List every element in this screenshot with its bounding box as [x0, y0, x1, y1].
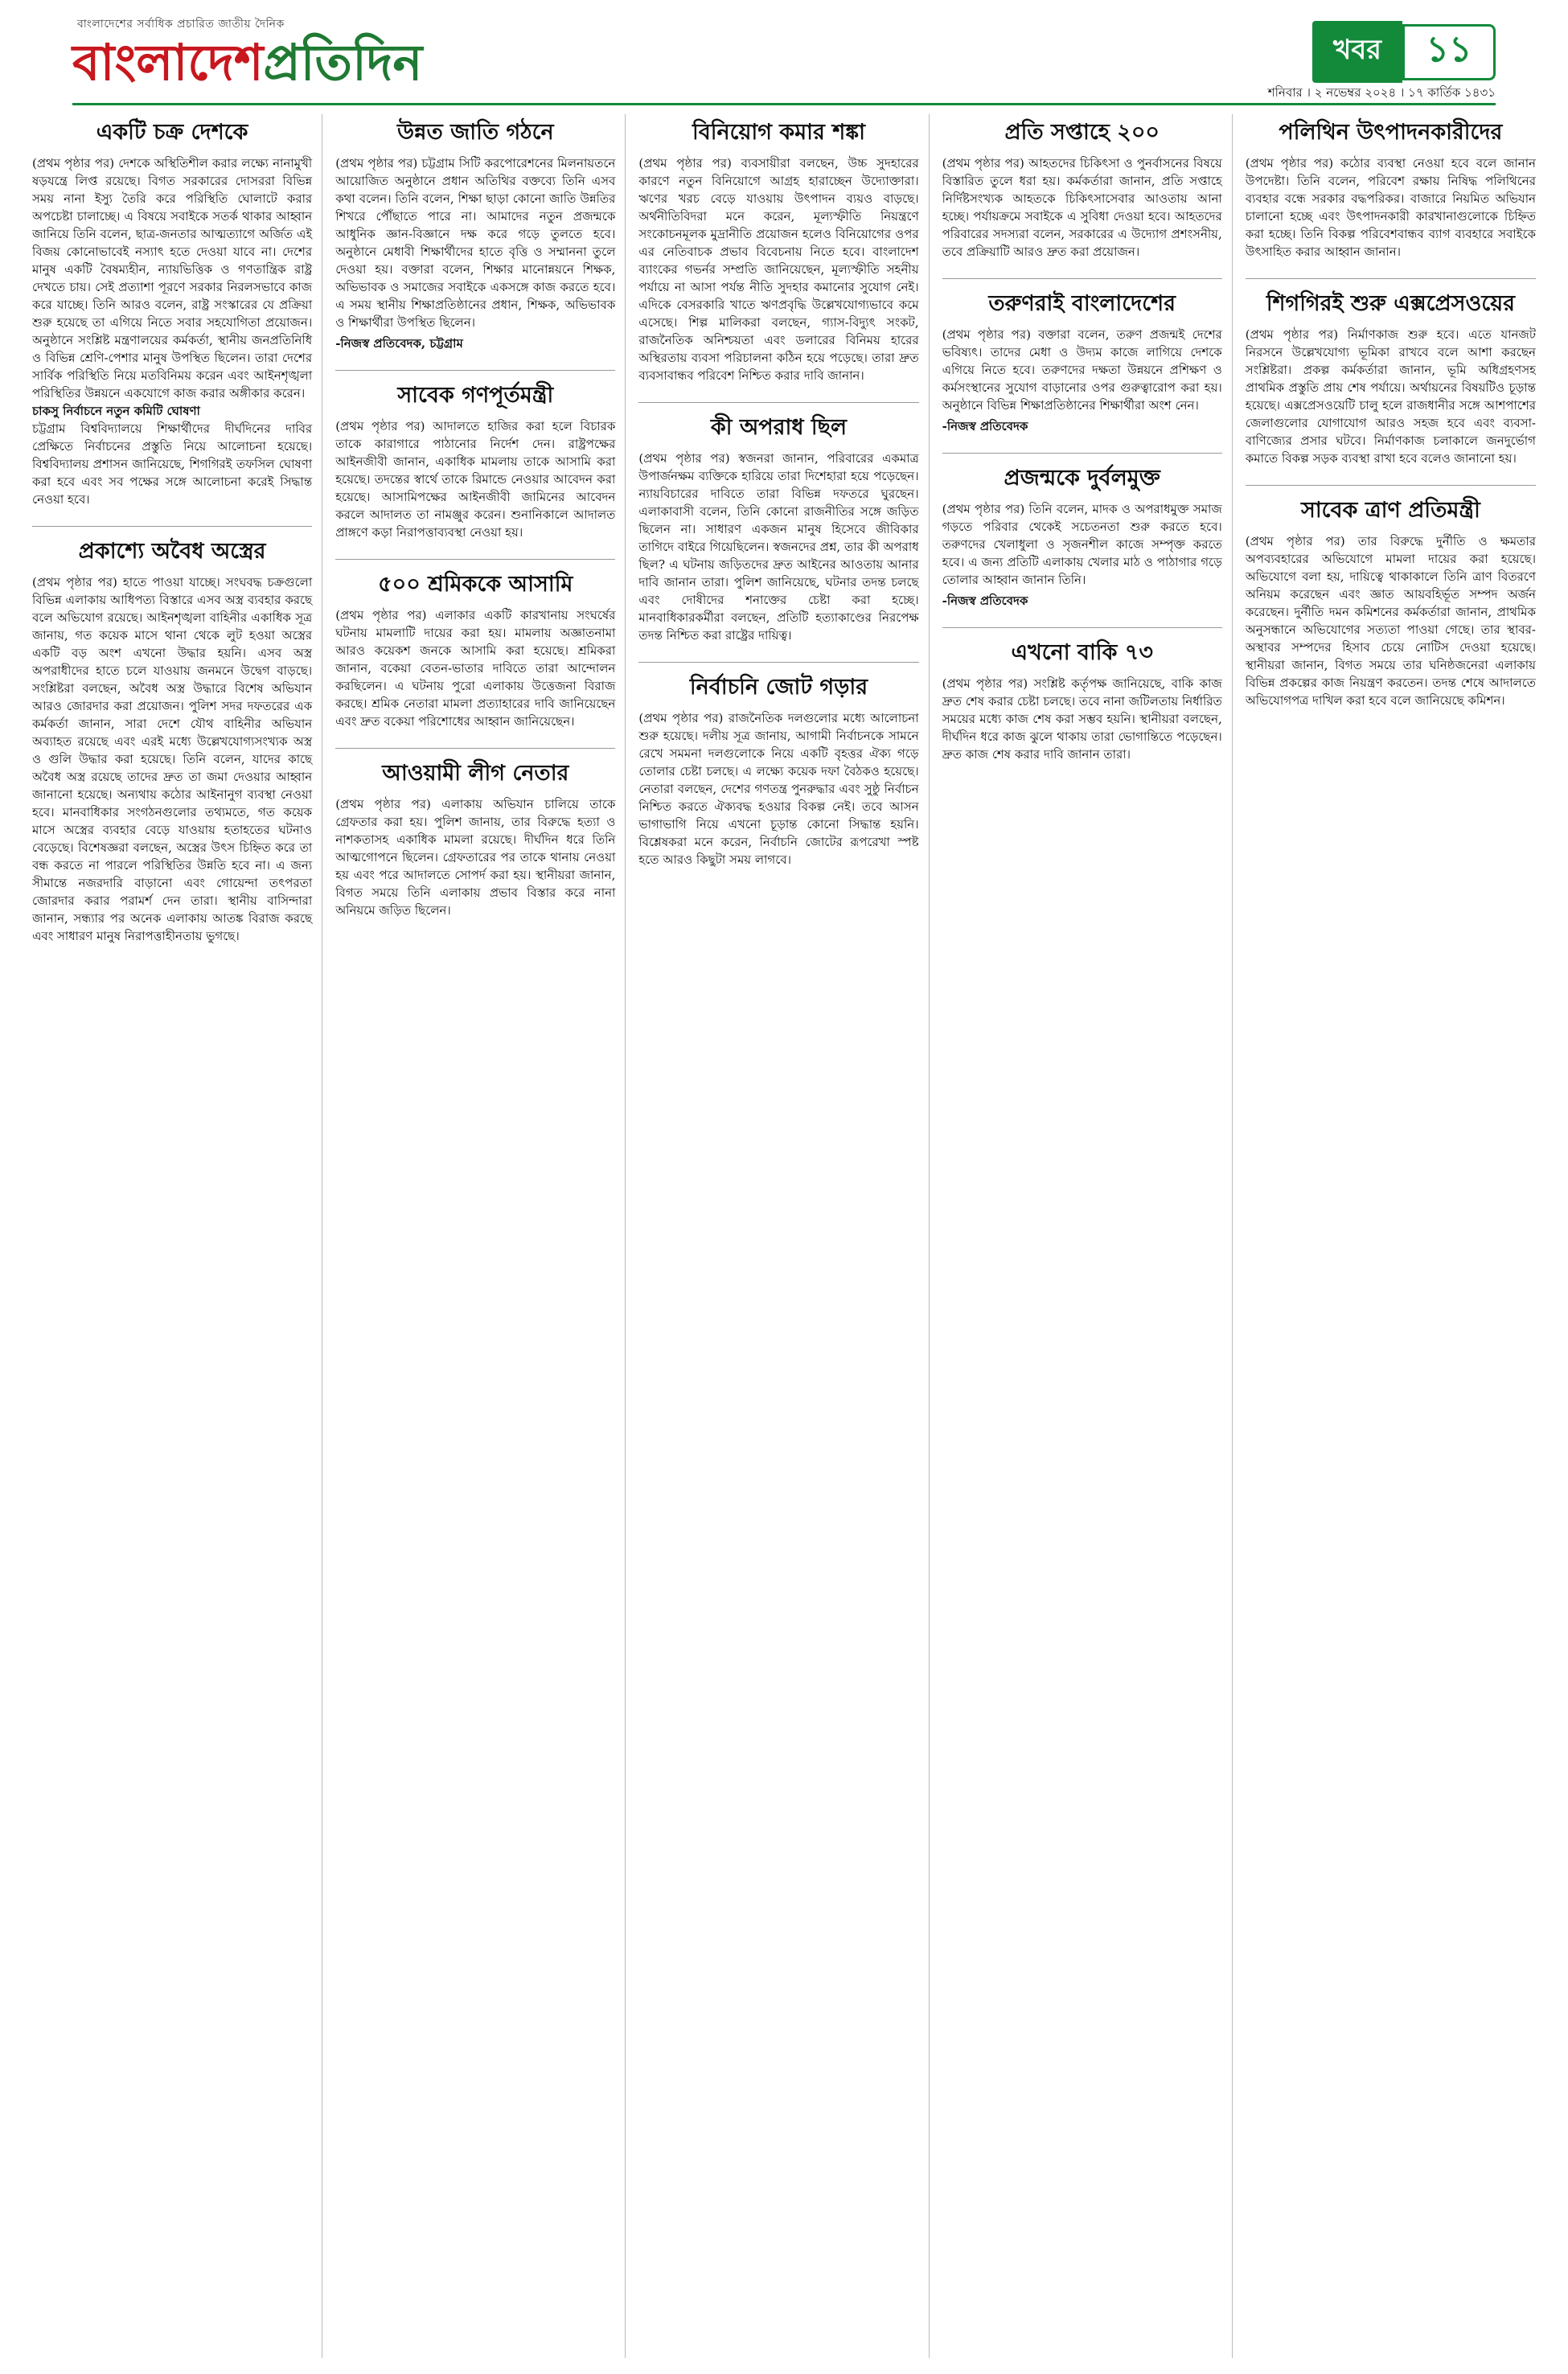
- divider: [335, 748, 615, 749]
- article-relief-minister: [1246, 497, 1536, 709]
- article-former-minister: [335, 382, 615, 541]
- headline: বিনিয়োগ কমার শঙ্কা: [692, 120, 865, 145]
- column-2: [335, 114, 626, 2358]
- article-body: (প্রথম পৃষ্ঠার পর) আদালতে হাজির করা হলে বিচারক তাকে কারাগারে পাঠানোর নির্দেশ দেন। রাষ্ট্রপক্ষের আইনজীবী জানান, একাধিক মামলায় তাকে আসামি করা হয়েছে। তদন্তের স্বার্থে তাকে রিমান্ডে নেওয়ার আবেদন করা হয়েছে। আসামিপক্ষের আইনজীবী জামিনের আবেদন করলে আদালত তা নামঞ্জুর করেন। শুনানিকালে আদালত প্রাঙ্গণে কড়া নিরাপত্তাব্যবস্থা নেওয়া হয়।: [335, 419, 616, 540]
- logo-text: [72, 34, 422, 92]
- dateline: শনিবার । ২ নভেম্বর ২০২৪ । ১৭ কার্তিক ১৪৩১: [1267, 85, 1496, 100]
- article-body: চট্টগ্রাম বিশ্ববিদ্যালয়ে শিক্ষার্থীদের দীর্ঘদিনের দাবির প্রেক্ষিতে নির্বাচনের প্রস্তুতি নিয়ে আলোচনা হয়েছে। বিশ্ববিদ্যালয় প্রশাসন জানিয়েছে, শিগগিরই তফসিল ঘোষণা করা হবে এবং সব পক্ষের সঙ্গে আলোচনা করেই সিদ্ধান্ত নেওয়া হবে।: [32, 421, 313, 507]
- article-body: (প্রথম পৃষ্ঠার পর) বক্তারা বলেন, তরুণ প্রজন্মই দেশের ভবিষ্যৎ। তাদের মেধা ও উদ্যম কাজে লাগিয়ে দেশকে এগিয়ে নিতে হবে। তরুণদের দক্ষতা উন্নয়নে প্রশিক্ষণ ও কর্মসংস্থানের সুযোগ বাড়ানোর ওপর গুরুত্বারোপ করা হয়। অনুষ্ঠানে বিভিন্ন শিক্ষাপ্রতিষ্ঠানের শিক্ষার্থীরা অংশ নেন।: [942, 327, 1222, 413]
- article-polythene: [1246, 119, 1536, 261]
- divider: [942, 453, 1222, 454]
- article-youth: [942, 290, 1222, 435]
- article-crime: [638, 414, 918, 644]
- article-weekly: [942, 119, 1222, 261]
- article-body: (প্রথম পৃষ্ঠার পর) তিনি বলেন, মাদক ও অপরাধমুক্ত সমাজ গড়তে পরিবার থেকেই সচেতনতা শুরু করতে হবে। তরুণদের খেলাধুলা ও সৃজনশীল কাজে সম্পৃক্ত করতে হবে। এ জন্য প্রতিটি এলাকায় খেলার মাঠ ও পাঠাগার গড়ে তোলার আহ্বান জানান তিনি।: [942, 502, 1222, 587]
- page-number: ১১: [1402, 24, 1496, 80]
- headline: শিগগিরই শুরু এক্সপ্রেসওয়ের: [1266, 291, 1515, 316]
- article-body: (প্রথম পৃষ্ঠার পর) এলাকার একটি কারখানায় সংঘর্ষের ঘটনায় মামলাটি দায়ের করা হয়। মামলায় অজ্ঞাতনামা আরও কয়েকশ জনকে আসামি করা হয়েছে। শ্রমিকরা জানান, বকেয়া বেতন-ভাতার দাবিতে তারা আন্দোলন করছিলেন। এ ঘটনায় পুরো এলাকায় উত্তেজনা বিরাজ করছে। শ্রমিক নেতারা মামলা প্রত্যাহারের দাবি জানিয়েছেন এবং দ্রুত বকেয়া পরিশোধের আহ্বান জানিয়েছেন।: [335, 608, 616, 729]
- divider: [942, 278, 1222, 279]
- logo: [72, 14, 422, 92]
- byline: -নিজস্ব প্রতিবেদক, চট্টগ্রাম: [335, 336, 463, 351]
- divider: [638, 402, 918, 403]
- article-body: (প্রথম পৃষ্ঠার পর) কঠোর ব্যবস্থা নেওয়া হবে বলে জানান উপদেষ্টা। তিনি বলেন, পরিবেশ রক্ষায় নিষিদ্ধ পলিথিনের ব্যবহার বন্ধে সরকার বদ্ধপরিকর। বাজারে নিয়মিত অভিযান চালানো হচ্ছে এবং উৎপাদনকারী কারখানাগুলোকে চিহ্নিত করা হচ্ছে। তিনি বিকল্প পরিবেশবান্ধব ব্যাগ ব্যবহারে সবাইকে উৎসাহিত করার আহ্বান জানান।: [1245, 156, 1536, 259]
- article-columns: [32, 114, 1536, 2358]
- divider: [335, 559, 615, 560]
- headline: প্রতি সপ্তাহে ২০০: [1004, 120, 1160, 145]
- headline: আওয়ামী লীগ নেতার: [382, 761, 569, 786]
- divider: [335, 370, 615, 371]
- column-3: [638, 114, 929, 2358]
- article-chokro: [32, 119, 312, 508]
- headline: নির্বাচনি জোট গড়ার: [689, 675, 868, 700]
- article-alliance: [638, 674, 918, 869]
- article-body: (প্রথম পৃষ্ঠার পর) আহতদের চিকিৎসা ও পুনর্বাসনের বিষয়ে বিস্তারিত তুলে ধরা হয়। কর্মকর্তারা জানান, প্রতি সপ্তাহে নির্দিষ্টসংখ্যক আহতকে চিকিৎসাসেবার আওতায় আনা হচ্ছে। পর্যায়ক্রমে সবাইকে এ সুবিধা দেওয়া হবে। আহতদের পরিবারের সদস্যরা বলেন, সরকারের এ উদ্যোগ প্রশংসনীয়, তবে প্রক্রিয়াটি আরও দ্রুত করা প্রয়োজন।: [942, 156, 1222, 259]
- divider: [1246, 278, 1536, 279]
- article-body: (প্রথম পৃষ্ঠার পর) দেশকে অস্থিতিশীল করার লক্ষ্যে নানামুখী ষড়যন্ত্রে লিপ্ত রয়েছে। বিগত সরকারের দোসররা বিভিন্ন সময় নানা ইস্যু তৈরি করে পরিস্থিতি ঘোলাটে করার অপচেষ্টা চালাচ্ছে। এ বিষয়ে সবাইকে সতর্ক থাকার আহ্বান জানিয়ে তিনি বলেন, ছাত্র-জনতার আত্মত্যাগে অর্জিত এই বিজয় কোনোভাবেই নস্যাৎ হতে দেওয়া যাবে না। দেশের মানুষ একটি বৈষম্যহীন, ন্যায়ভিত্তিক ও গণতান্ত্রিক রাষ্ট্র দেখতে চায়। সেই প্রত্যাশা পূরণে সরকার নিরলসভাবে কাজ করে যাচ্ছে। তিনি আরও বলেন, রাষ্ট্র সংস্কারের যে প্রক্রিয়া শুরু হয়েছে তা এগিয়ে নিতে সবার সহযোগিতা প্রয়োজন। অনুষ্ঠানে সংশ্লিষ্ট মন্ত্রণালয়ের কর্মকর্তা, স্থানীয় জনপ্রতিনিধি ও বিভিন্ন শ্রেণি-পেশার মানুষ উপস্থিত ছিলেন। তারা দেশের সার্বিক পরিস্থিতি নিয়ে মতবিনিময় করেন এবং আইনশৃঙ্খলা পরিস্থিতির উন্নয়নে একযোগে কাজ করার অঙ্গীকার করেন।: [32, 156, 313, 400]
- article-weapons: [32, 538, 312, 945]
- headline: প্রজন্মকে দুর্বলমুক্ত: [1004, 466, 1160, 491]
- article-body: (প্রথম পৃষ্ঠার পর) এলাকায় অভিযান চালিয়ে তাকে গ্রেফতার করা হয়। পুলিশ জানায়, তার বিরুদ্ধে হত্যা ও নাশকতাসহ একাধিক মামলা রয়েছে। দীর্ঘদিন ধরে তিনি আত্মগোপনে ছিলেন। গ্রেফতারের পর তাকে থানায় নেওয়া হয় এবং পরে আদালতে সোপর্দ করা হয়। স্থানীয়রা জানান, বিগত সময়ে তিনি এলাকায় প্রভাব বিস্তার করে নানা অনিয়মে জড়িত ছিলেন।: [335, 797, 616, 918]
- article-nation: [335, 119, 615, 352]
- article-body: (প্রথম পৃষ্ঠার পর) হাতে পাওয়া যাচ্ছে। সংঘবদ্ধ চক্রগুলো বিভিন্ন এলাকায় আধিপত্য বিস্তারে এসব অস্ত্র ব্যবহার করছে বলে অভিযোগ রয়েছে। আইনশৃঙ্খলা বাহিনীর একাধিক সূত্র জানায়, গত কয়েক মাসে থানা থেকে লুট হওয়া অস্ত্রের একটি বড় অংশ এখনো উদ্ধার হয়নি। এসব অস্ত্র অপরাধীদের হাতে চলে যাওয়ায় জনমনে উদ্বেগ বাড়ছে। সংশ্লিষ্টরা বলছেন, অবৈধ অস্ত্র উদ্ধারে বিশেষ অভিযান আরও জোরদার করা প্রয়োজন। পুলিশ সদর দফতরের এক কর্মকর্তা জানান, সারা দেশে যৌথ বাহিনীর অভিযান অব্যাহত রয়েছে এবং এরই মধ্যে উল্লেখযোগ্যসংখ্যক অস্ত্র ও গুলি উদ্ধার করা হয়েছে। তিনি বলেন, যাদের কাছে অবৈধ অস্ত্র রয়েছে তাদের দ্রুত তা জমা দেওয়ার আহ্বান জানানো হয়েছে। অন্যথায় কঠোর আইনানুগ ব্যবস্থা নেওয়া হবে। মানবাধিকার সংগঠনগুলোর তথ্যমতে, গত কয়েক মাসে অস্ত্রের ব্যবহার বেড়ে যাওয়ায় হতাহতের ঘটনাও বেড়েছে। বিশেষজ্ঞরা বলছেন, অস্ত্রের উৎস চিহ্নিত করে তা বন্ধ করতে না পারলে পরিস্থিতির উন্নতি হবে না। এ জন্য সীমান্তে নজরদারি বাড়ানো এবং গোয়েন্দা তৎপরতা জোরদার করার পরামর্শ দেন তারা। স্থানীয় বাসিন্দারা জানান, সন্ধ্যার পর অনেক এলাকায় আতঙ্ক বিরাজ করছে এবং সাধারণ মানুষ নিরাপত্তাহীনতায় ভুগছে।: [32, 575, 313, 943]
- headline: তরুণরাই বাংলাদেশের: [988, 291, 1176, 316]
- byline: -নিজস্ব প্রতিবেদক: [942, 419, 1028, 433]
- article-body: (প্রথম পৃষ্ঠার পর) নির্মাণকাজ শুরু হবে। এতে যানজট নিরসনে উল্লেখযোগ্য ভূমিকা রাখবে বলে আশা করছেন সংশ্লিষ্টরা। প্রকল্প কর্মকর্তারা জানান, ভূমি অধিগ্রহণসহ প্রাথমিক প্রস্তুতি প্রায় শেষ পর্যায়ে। অর্থায়নের বিষয়টিও চূড়ান্ত হয়েছে। এক্সপ্রেসওয়েটি চালু হলে রাজধানীর সঙ্গে আশপাশের জেলাগুলোর যোগাযোগ আরও সহজ হবে এবং ব্যবসা-বাণিজ্যের প্রসার ঘটবে। নির্মাণকাজ চলাকালে জনদুর্ভোগ কমাতে বিকল্প সড়ক ব্যবস্থা রাখা হবে বলেও জানানো হয়।: [1245, 327, 1536, 466]
- divider: [1246, 485, 1536, 486]
- headline: প্রকাশ্যে অবৈধ অস্ত্রের: [78, 539, 266, 564]
- article-body: (প্রথম পৃষ্ঠার পর) রাজনৈতিক দলগুলোর মধ্যে আলোচনা শুরু হয়েছে। দলীয় সূত্র জানায়, আগামী নির্বাচনকে সামনে রেখে সমমনা দলগুলোকে নিয়ে একটি বৃহত্তর ঐক্য গড়ে তোলার চেষ্টা চলছে। এ লক্ষ্যে কয়েক দফা বৈঠকও হয়েছে। নেতারা বলছেন, দেশের গণতন্ত্র পুনরুদ্ধার এবং সুষ্ঠু নির্বাচন নিশ্চিত করতে ঐক্যবদ্ধ হওয়ার বিকল্প নেই। তবে আসন ভাগাভাগি নিয়ে এখনো চূড়ান্ত কোনো সিদ্ধান্ত হয়নি। বিশ্লেষকরা মনে করেন, নির্বাচনি জোটের রূপরেখা স্পষ্ট হতে আরও কিছুটা সময় লাগবে।: [638, 711, 919, 867]
- article-generation: [942, 465, 1222, 610]
- logo-tagline: বাংলাদেশের সর্বাধিক প্রচারিত জাতীয় দৈনিক: [77, 18, 285, 31]
- column-5: [1246, 114, 1536, 2358]
- headline: পলিথিন উৎপাদনকারীদের: [1279, 120, 1503, 145]
- article-remaining: [942, 639, 1222, 763]
- column-4: [942, 114, 1233, 2358]
- divider: [638, 662, 918, 663]
- divider: [32, 526, 312, 527]
- headline: সাবেক গণপূর্তমন্ত্রী: [397, 383, 554, 408]
- section-name: খবর: [1312, 21, 1402, 83]
- logo-part1: বাংলাদেশ: [72, 33, 264, 92]
- headline: এখনো বাকি ৭৩: [1011, 640, 1153, 665]
- column-1: [32, 114, 322, 2358]
- masthead-rule: [72, 103, 1496, 105]
- article-body: (প্রথম পৃষ্ঠার পর) তার বিরুদ্ধে দুর্নীতি ও ক্ষমতার অপব্যবহারের অভিযোগে মামলা দায়ের করা হয়েছে। অভিযোগে বলা হয়, দায়িত্বে থাকাকালে তিনি ত্রাণ বিতরণে অনিয়ম করেছেন এবং জ্ঞাত আয়বহির্ভূত সম্পদ অর্জন করেছেন। দুর্নীতি দমন কমিশনের কর্মকর্তারা জানান, প্রাথমিক অনুসন্ধানে অভিযোগের সত্যতা পাওয়া গেছে। তার স্থাবর-অস্থাবর সম্পদের হিসাব চেয়ে নোটিস দেওয়া হয়েছে। স্থানীয়রা জানান, বিগত সময়ে তার ঘনিষ্ঠজনেরা এলাকায় বিভিন্ন প্রকল্পের কাজ নিয়ন্ত্রণ করতেন। তদন্ত শেষে আদালতে অভিযোগপত্র দাখিল করা হবে বলে জানিয়েছে কমিশন।: [1245, 534, 1536, 708]
- logo-part2: প্রতিদিন: [263, 33, 423, 92]
- headline: একটি চক্র দেশকে: [96, 120, 248, 145]
- section-label: [1312, 21, 1496, 83]
- article-investment: [638, 119, 918, 384]
- byline: -নিজস্ব প্রতিবেদক: [942, 594, 1028, 608]
- article-body: (প্রথম পৃষ্ঠার পর) সংশ্লিষ্ট কর্তৃপক্ষ জানিয়েছে, বাকি কাজ দ্রুত শেষ করার চেষ্টা চলছে। তবে নানা জটিলতায় নির্ধারিত সময়ের মধ্যে কাজ শেষ করা সম্ভব হয়নি। স্থানীয়রা বলছেন, দীর্ঘদিন ধরে কাজ ঝুলে থাকায় তারা ভোগান্তিতে পড়েছেন। দ্রুত কাজ শেষ করার দাবি জানান তারা।: [942, 676, 1222, 762]
- article-body: (প্রথম পৃষ্ঠার পর) স্বজনরা জানান, পরিবারের একমাত্র উপার্জনক্ষম ব্যক্তিকে হারিয়ে তারা দিশেহারা হয়ে পড়েছেন। ন্যায়বিচারের দাবিতে তারা বিভিন্ন দফতরে ঘুরছেন। এলাকাবাসী বলেন, তিনি কোনো রাজনীতির সঙ্গে জড়িত ছিলেন না। সাধারণ একজন মানুষ হিসেবে জীবিকার তাগিদে বাইরে গিয়েছিলেন। স্বজনদের প্রশ্ন, তার কী অপরাধ ছিল? এ ঘটনায় জড়িতদের দ্রুত আইনের আওতায় আনার দাবি জানান তারা। পুলিশ জানিয়েছে, ঘটনার তদন্ত চলছে এবং দোষীদের শনাক্তের চেষ্টা করা হচ্ছে। মানবাধিকারকর্মীরা বলছেন, প্রতিটি হত্যাকাণ্ডের নিরপেক্ষ তদন্ত নিশ্চিত করা রাষ্ট্রের দায়িত্ব।: [638, 451, 919, 643]
- headline: উন্নত জাতি গঠনে: [397, 120, 554, 145]
- article-body: (প্রথম পৃষ্ঠার পর) ব্যবসায়ীরা বলছেন, উচ্চ সুদহারের কারণে নতুন বিনিয়োগে আগ্রহ হারাচ্ছেন উদ্যোক্তারা। ঋণের খরচ বেড়ে যাওয়ায় উৎপাদন ব্যয়ও বাড়ছে। অর্থনীতিবিদরা মনে করেন, মূল্যস্ফীতি নিয়ন্ত্রণে সংকোচনমূলক মুদ্রানীতি প্রয়োজন হলেও বিনিয়োগের ওপর এর নেতিবাচক প্রভাব বিবেচনায় নিতে হবে। বাংলাদেশ ব্যাংকের গভর্নর সম্প্রতি জানিয়েছেন, মূল্যস্ফীতি সহনীয় পর্যায়ে না আসা পর্যন্ত নীতি সুদহার কমানোর সুযোগ নেই। এদিকে বেসরকারি খাতে ঋণপ্রবৃদ্ধি উল্লেখযোগ্যভাবে কমে এসেছে। শিল্প মালিকরা বলছেন, গ্যাস-বিদ্যুৎ সংকট, রাজনৈতিক অনিশ্চয়তা এবং ডলারের বিনিময় হারের অস্থিরতায় ব্যবসা পরিচালনা কঠিন হয়ে পড়েছে। তারা দ্রুত ব্যবসাবান্ধব পরিবেশ নিশ্চিত করার দাবি জানান।: [638, 156, 919, 383]
- article-expressway: [1246, 290, 1536, 467]
- article-leader: [335, 760, 615, 919]
- divider: [942, 627, 1222, 628]
- article-workers: [335, 571, 615, 730]
- headline: কী অপরাধ ছিল: [710, 415, 848, 440]
- headline: সাবেক ত্রাণ প্রতিমন্ত্রী: [1300, 498, 1480, 523]
- article-body: (প্রথম পৃষ্ঠার পর) চট্টগ্রাম সিটি করপোরেশনের মিলনায়তনে আয়োজিত অনুষ্ঠানে প্রধান অতিথির বক্তব্যে তিনি এসব কথা বলেন। তিনি বলেন, শিক্ষা ছাড়া কোনো জাতি উন্নতির শিখরে পৌঁছাতে পারে না। আমাদের নতুন প্রজন্মকে আধুনিক জ্ঞান-বিজ্ঞানে দক্ষ করে গড়ে তুলতে হবে। অনুষ্ঠানে মেধাবী শিক্ষার্থীদের হাতে বৃত্তি ও সম্মাননা তুলে দেওয়া হয়। বক্তারা বলেন, শিক্ষার মানোন্নয়নে শিক্ষক, অভিভাবক ও সমাজের সবাইকে একসঙ্গে কাজ করতে হবে। এ সময় স্থানীয় শিক্ষাপ্রতিষ্ঠানের প্রধান, শিক্ষক, অভিভাবক ও শিক্ষার্থীরা উপস্থিত ছিলেন।: [335, 156, 616, 330]
- masthead: [40, 0, 1528, 105]
- headline: ৫০০ শ্রমিককে আসামি: [378, 572, 573, 597]
- subheading: চাকসু নির্বাচনে নতুন কমিটি ঘোষণা: [32, 404, 200, 418]
